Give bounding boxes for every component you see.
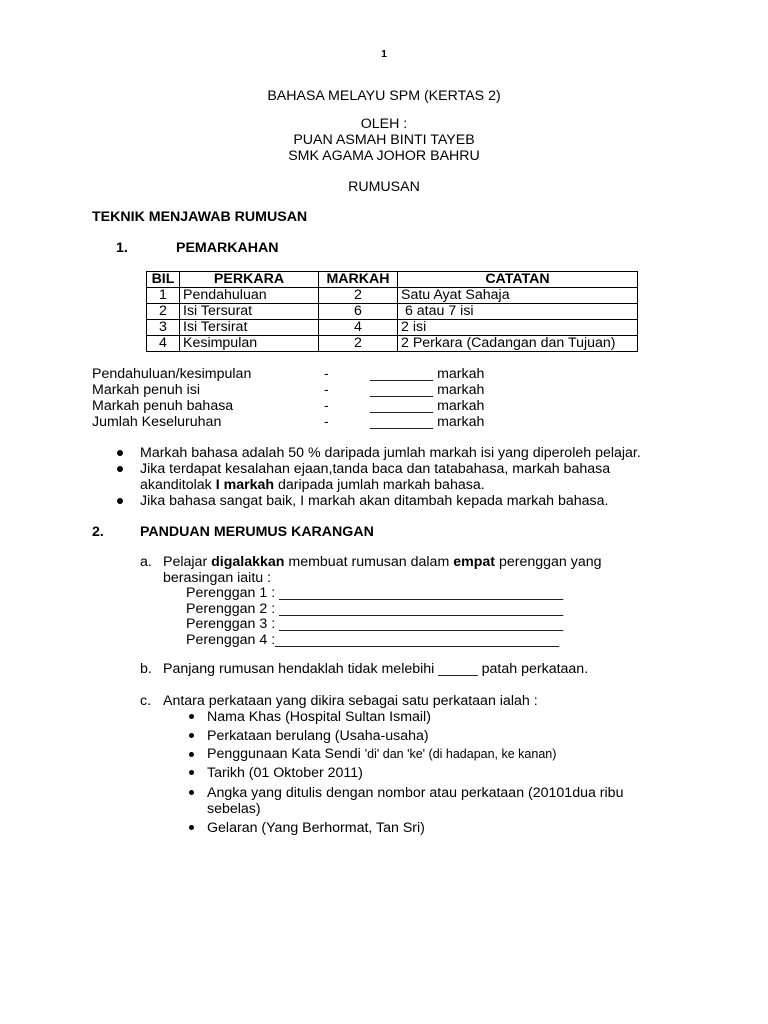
section1-number: 1. [116,240,128,256]
bullet-dot [189,752,194,757]
marks-table [146,271,638,352]
table-header-row [147,272,638,288]
bullet-dot [189,825,194,830]
col-header-catatan: CATATAN [398,272,638,288]
perenggan-line: Perenggan 2 : ____________________________________ [186,601,564,617]
school-name: SMK AGAMA JOHOR BAHRU [288,148,480,164]
list-item: Angka yang ditulis dengan nombor atau perkataan (20101dua ribu [207,785,624,801]
item-a-bold2: empat [453,554,495,570]
bullet-dot [117,498,123,504]
list-item-small: 'di' dan 'ke' (di hadapan, ke kanan) [364,747,557,761]
section1-title: PEMARKAHAN [176,240,279,256]
table-row [147,304,638,320]
summary-label: Markah penuh isi [92,382,201,398]
cell-bil: 4 [147,336,180,352]
cell-catatan: 6 atau 7 isi [398,304,638,320]
perenggan-line: Perenggan 4 :____________________________________ [186,632,560,648]
cell-bil: 1 [147,288,180,304]
item-a-bold1: digalakkan [211,554,285,570]
cell-catatan: Satu Ayat Sahaja [398,288,638,304]
bullet-text: Jika terdapat kesalahan ejaan,tanda baca dan tatabahasa, markah bahasa [140,461,611,477]
list-item: Perkataan berulang (Usaha-usaha) [207,728,429,744]
item-a-post: perenggan yang [495,554,602,570]
list-item-line2: sebelas) [207,801,261,817]
doc-title: BAHASA MELAYU SPM (KERTAS 2) [267,88,501,104]
bullet-dot [117,466,123,472]
summary-dash: - [324,366,329,382]
item-c-letter: c. [140,693,152,709]
cell-bil: 2 [147,304,180,320]
item-a-text [163,554,602,570]
bullet-dot [189,770,194,775]
summary-blank: ________ markah [370,398,485,414]
summary-blank: ________ markah [370,414,485,430]
cell-markah: 2 [319,288,398,304]
topic-title: RUMUSAN [348,179,420,195]
cell-catatan: 2 Perkara (Cadangan dan Tujuan) [398,336,638,352]
summary-dash: - [324,398,329,414]
bullet-text-pre: akanditolak [140,477,216,493]
summary-label: Markah penuh bahasa [92,398,234,414]
table-row [147,336,638,352]
col-header-bil: BIL [147,272,180,288]
list-item: Tarikh (01 Oktober 2011) [207,765,363,781]
bullet-text-post: daripada jumlah markah bahasa. [274,477,485,493]
bullet-text: Markah bahasa adalah 50 % daripada jumlah markah isi yang diperoleh pelajar. [140,445,641,461]
cell-markah: 2 [319,336,398,352]
section-heading: TEKNIK MENJAWAB RUMUSAN [92,209,308,225]
cell-perkara: Kesimpulan [180,336,319,352]
bullet-text-bold: I markah [215,477,275,493]
perenggan-line: Perenggan 3 : ____________________________________ [186,616,564,632]
item-c-intro: Antara perkataan yang dikira sebagai satu perkataan ialah : [163,693,538,709]
perenggan-line: Perenggan 1 : ____________________________________ [186,585,564,601]
list-item-pre: Penggunaan Kata Sendi [207,746,365,762]
item-a-pre: Pelajar [163,554,212,570]
item-b-letter: b. [140,661,152,677]
cell-perkara: Pendahuluan [180,288,319,304]
bullet-dot [117,450,123,456]
list-item [207,746,556,762]
summary-blank: ________ markah [370,382,485,398]
table-row [147,320,638,336]
item-a-mid: membuat rumusan dalam [284,554,454,570]
cell-markah: 4 [319,320,398,336]
summary-dash: - [324,382,329,398]
col-header-markah: MARKAH [319,272,398,288]
bullet-dot [189,733,194,738]
item-b-text: Panjang rumusan hendaklah tidak melebihi _____ patah perkataan. [163,661,589,677]
bullet-text-line2 [140,477,485,493]
list-item: Gelaran (Yang Berhormat, Tan Sri) [207,820,425,836]
bullet-dot [189,714,194,719]
item-a-letter: a. [140,554,152,570]
cell-perkara: Isi Tersurat [180,304,319,320]
page-number: 1 [381,48,387,60]
summary-label: Jumlah Keseluruhan [92,414,222,430]
item-a-line2: berasingan iaitu : [163,570,272,586]
section2-number: 2. [92,524,104,540]
cell-catatan: 2 isi [398,320,638,336]
cell-markah: 6 [319,304,398,320]
cell-perkara: Isi Tersirat [180,320,319,336]
summary-dash: - [324,414,329,430]
table-row [147,288,638,304]
bullet-text: Jika bahasa sangat baik, I markah akan ditambah kepada markah bahasa. [140,493,609,509]
author-name: PUAN ASMAH BINTI TAYEB [293,132,475,148]
summary-label: Pendahuluan/kesimpulan [92,366,252,382]
cell-bil: 3 [147,320,180,336]
bullet-dot [189,790,194,795]
section2-title: PANDUAN MERUMUS KARANGAN [140,524,374,540]
summary-blank: ________ markah [370,366,485,382]
oleh-label: OLEH : [360,116,408,132]
col-header-perkara: PERKARA [180,272,319,288]
list-item: Nama Khas (Hospital Sultan Ismail) [207,709,431,725]
